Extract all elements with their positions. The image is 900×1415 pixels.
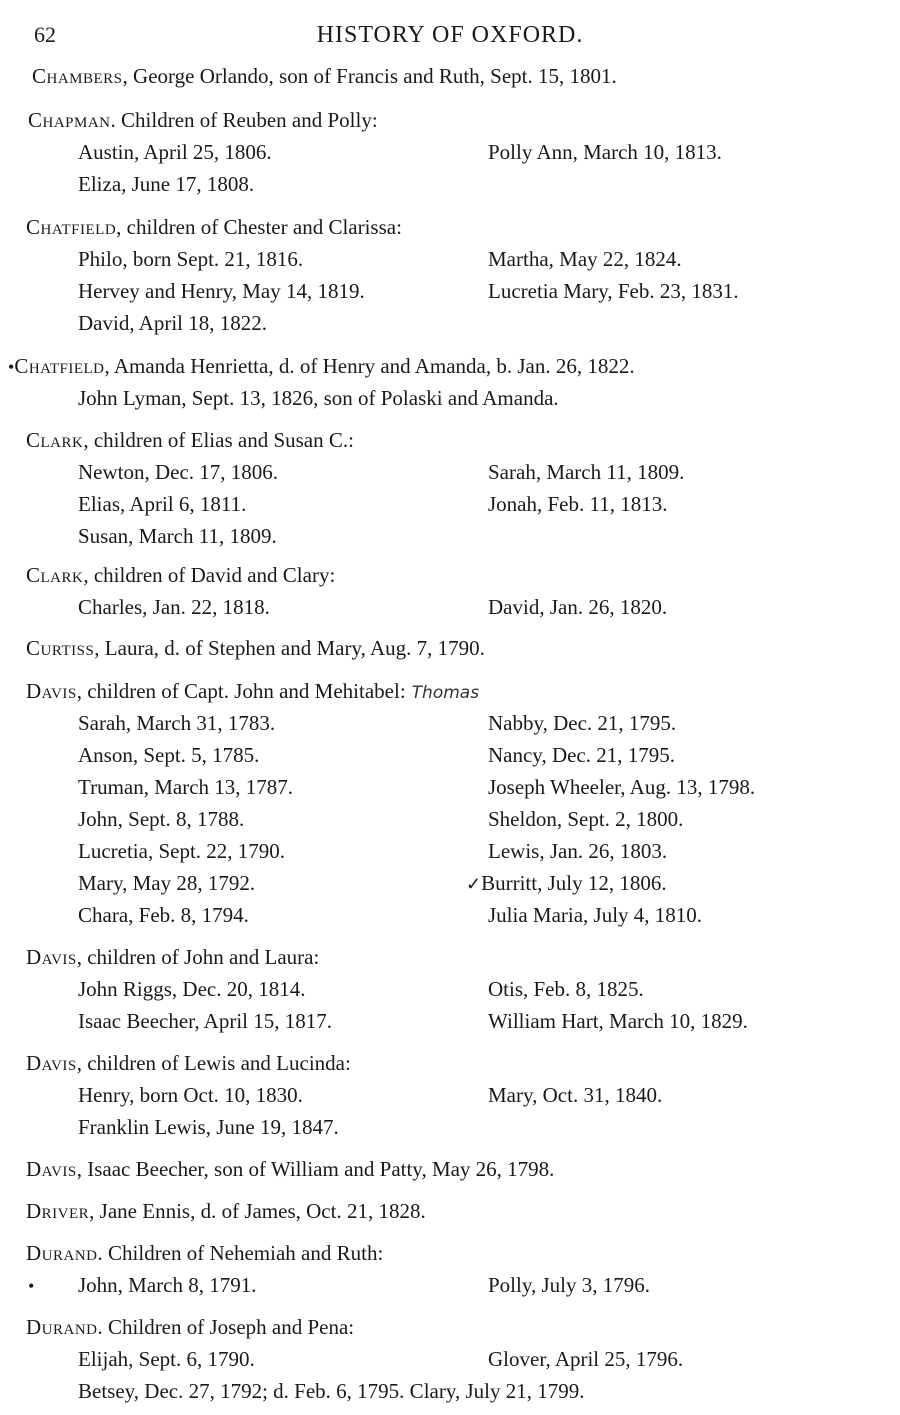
entry-text: Mary, May 28, 1792. [78, 871, 256, 895]
entry-text: , Laura, d. of Stephen and Mary, Aug. 7, 1790. [94, 636, 485, 660]
record-entry [78, 869, 255, 897]
entry-text: Elias, April 6, 1811. [78, 492, 247, 516]
entry-text: , children of Lewis and Lucinda: [76, 1051, 351, 1075]
family-heading [26, 677, 479, 707]
surname: Chapman [28, 108, 111, 132]
entry-text: , Amanda Henrietta, d. of Henry and Amanda, b. Jan. 26, 1822. [104, 354, 635, 378]
surname: Davis [26, 679, 77, 703]
margin-mark: • [8, 357, 15, 377]
record-entry [488, 709, 676, 737]
surname: Davis [26, 1051, 77, 1075]
entry-text: Burritt, July 12, 1806. [481, 871, 667, 895]
entry-text: , Jane Ennis, d. of James, Oct. 21, 1828. [89, 1199, 426, 1223]
surname: Davis [26, 945, 77, 969]
record-entry [466, 869, 667, 898]
entry-text: Betsey, Dec. 27, 1792; d. Feb. 6, 1795. Clary, July 21, 1799. [78, 1379, 585, 1403]
family-heading [26, 1049, 351, 1077]
record-entry [78, 837, 285, 865]
surname: Chambers [32, 64, 123, 88]
entry-text: Lucretia Mary, Feb. 23, 1831. [488, 279, 739, 303]
entry-text: Anson, Sept. 5, 1785. [78, 743, 260, 767]
record-entry [78, 138, 272, 166]
record-entry [78, 245, 303, 273]
surname: Durand [26, 1241, 98, 1265]
record-entry [28, 1271, 34, 1300]
record-entry [488, 277, 739, 305]
entry-text: John, Sept. 8, 1788. [78, 807, 245, 831]
entry-text: Austin, April 25, 1806. [78, 140, 272, 164]
page-number: 62 [34, 22, 56, 47]
entry-text: Mary, Oct. 31, 1840. [488, 1083, 663, 1107]
entry-text: Chara, Feb. 8, 1794. [78, 903, 249, 927]
entry-text: , children of Capt. John and Mehitabel: [76, 679, 406, 703]
entry-text: Eliza, June 17, 1808. [78, 172, 255, 196]
entry-text: Newton, Dec. 17, 1806. [78, 460, 279, 484]
entry-text: . Children of Reuben and Polly: [110, 108, 378, 132]
record-entry [78, 458, 278, 486]
record-entry [488, 1081, 662, 1109]
record-entry [488, 1007, 748, 1035]
entry-text: Otis, Feb. 8, 1825. [488, 977, 644, 1001]
record-entry [488, 490, 667, 518]
family-heading [28, 106, 378, 134]
entry-text: David, April 18, 1822. [78, 311, 267, 335]
entry-text: Susan, March 11, 1809. [78, 524, 277, 548]
record-entry [78, 1377, 584, 1405]
entry-text: Charles, Jan. 22, 1818. [78, 595, 270, 619]
entry-text: , children of David and Clary: [83, 563, 336, 587]
entry-text: Hervey and Henry, May 14, 1819. [78, 279, 365, 303]
record-entry [78, 1345, 255, 1373]
surname: Driver [26, 1199, 90, 1223]
record-entry [488, 458, 684, 486]
record-entry [78, 277, 365, 305]
entry-text: Henry, born Oct. 10, 1830. [78, 1083, 303, 1107]
record-entry [488, 773, 755, 801]
family-heading [26, 1155, 554, 1183]
entry-text: Sarah, March 11, 1809. [488, 460, 685, 484]
entry-text: Lewis, Jan. 26, 1803. [488, 839, 668, 863]
record-entry [78, 384, 559, 412]
entry-text: Martha, May 22, 1824. [488, 247, 682, 271]
surname: Clark [26, 563, 84, 587]
entry-text: William Hart, March 10, 1829. [488, 1009, 748, 1033]
record-entry [78, 1113, 339, 1141]
entry-text: John Riggs, Dec. 20, 1814. [78, 977, 306, 1001]
family-heading [8, 352, 635, 381]
entry-text: , children of Chester and Clarissa: [116, 215, 402, 239]
record-entry [78, 490, 246, 518]
family-heading [26, 426, 354, 454]
entry-text: Elijah, Sept. 6, 1790. [78, 1347, 255, 1371]
entry-text: Jonah, Feb. 11, 1813. [488, 492, 668, 516]
entry-text: . Children of Joseph and Pena: [97, 1315, 355, 1339]
entry-text: Sarah, March 31, 1783. [78, 711, 276, 735]
family-heading [26, 1197, 426, 1225]
record-entry [78, 593, 270, 621]
record-entry [78, 309, 267, 337]
entry-text: Glover, April 25, 1796. [488, 1347, 684, 1371]
record-entry [78, 709, 275, 737]
entry-text: , children of Elias and Susan C.: [83, 428, 354, 452]
record-entry [78, 975, 306, 1003]
entry-text: John Lyman, Sept. 13, 1826, son of Polaski and Amanda. [78, 386, 559, 410]
record-entry [488, 741, 675, 769]
record-entry [78, 741, 259, 769]
record-entry [78, 1007, 332, 1035]
record-entry [488, 593, 667, 621]
entry-text: Nabby, Dec. 21, 1795. [488, 711, 677, 735]
surname: Clark [26, 428, 84, 452]
surname: Chatfield [26, 215, 117, 239]
record-entry [78, 1271, 256, 1299]
family-heading [26, 1239, 383, 1267]
margin-mark: ✓ [466, 874, 482, 894]
entry-text: Philo, born Sept. 21, 1816. [78, 247, 304, 271]
record-entry [488, 1271, 650, 1299]
record-entry [78, 901, 249, 929]
record-entry [78, 1081, 303, 1109]
entry-text: Julia Maria, July 4, 1810. [488, 903, 703, 927]
handwritten-annotation: Thomas [411, 683, 480, 703]
entry-text: Polly, July 3, 1796. [488, 1273, 650, 1297]
entry-text: Nancy, Dec. 21, 1795. [488, 743, 676, 767]
entry-text: Sheldon, Sept. 2, 1800. [488, 807, 684, 831]
family-heading [26, 561, 335, 589]
record-entry [488, 901, 702, 929]
page-header [0, 20, 900, 54]
record-entry [488, 975, 644, 1003]
record-entry [78, 773, 293, 801]
record-entry [78, 805, 244, 833]
surname: Chatfield [14, 354, 105, 378]
record-entry [488, 837, 667, 865]
family-heading [26, 634, 485, 662]
record-entry [488, 245, 682, 273]
entry-text: , George Orlando, son of Francis and Ruth, Sept. 15, 1801. [122, 64, 617, 88]
entry-text: Isaac Beecher, April 15, 1817. [78, 1009, 332, 1033]
record-entry [78, 522, 277, 550]
entry-text: Franklin Lewis, June 19, 1847. [78, 1115, 339, 1139]
running-title: HISTORY OF OXFORD. [316, 22, 584, 48]
entry-text: Polly Ann, March 10, 1813. [488, 140, 722, 164]
record-entry [488, 138, 722, 166]
entry-text: , Isaac Beecher, son of William and Patty, May 26, 1798. [76, 1157, 555, 1181]
entry-text: , children of John and Laura: [76, 945, 320, 969]
entry-text: David, Jan. 26, 1820. [488, 595, 668, 619]
entry-text: John, March 8, 1791. [78, 1273, 257, 1297]
surname: Curtiss [26, 636, 95, 660]
entry-text: Truman, March 13, 1787. [78, 775, 294, 799]
entry-text: Joseph Wheeler, Aug. 13, 1798. [488, 775, 756, 799]
record-entry [488, 805, 683, 833]
family-heading [26, 213, 402, 241]
entry-text: . Children of Nehemiah and Ruth: [97, 1241, 384, 1265]
family-heading [26, 1313, 354, 1341]
entry-text: Lucretia, Sept. 22, 1790. [78, 839, 286, 863]
surname: Davis [26, 1157, 77, 1181]
record-entry [488, 1345, 683, 1373]
family-heading [32, 62, 617, 90]
family-heading [26, 943, 319, 971]
margin-mark: • [28, 1276, 35, 1296]
surname: Durand [26, 1315, 98, 1339]
record-entry [78, 170, 254, 198]
